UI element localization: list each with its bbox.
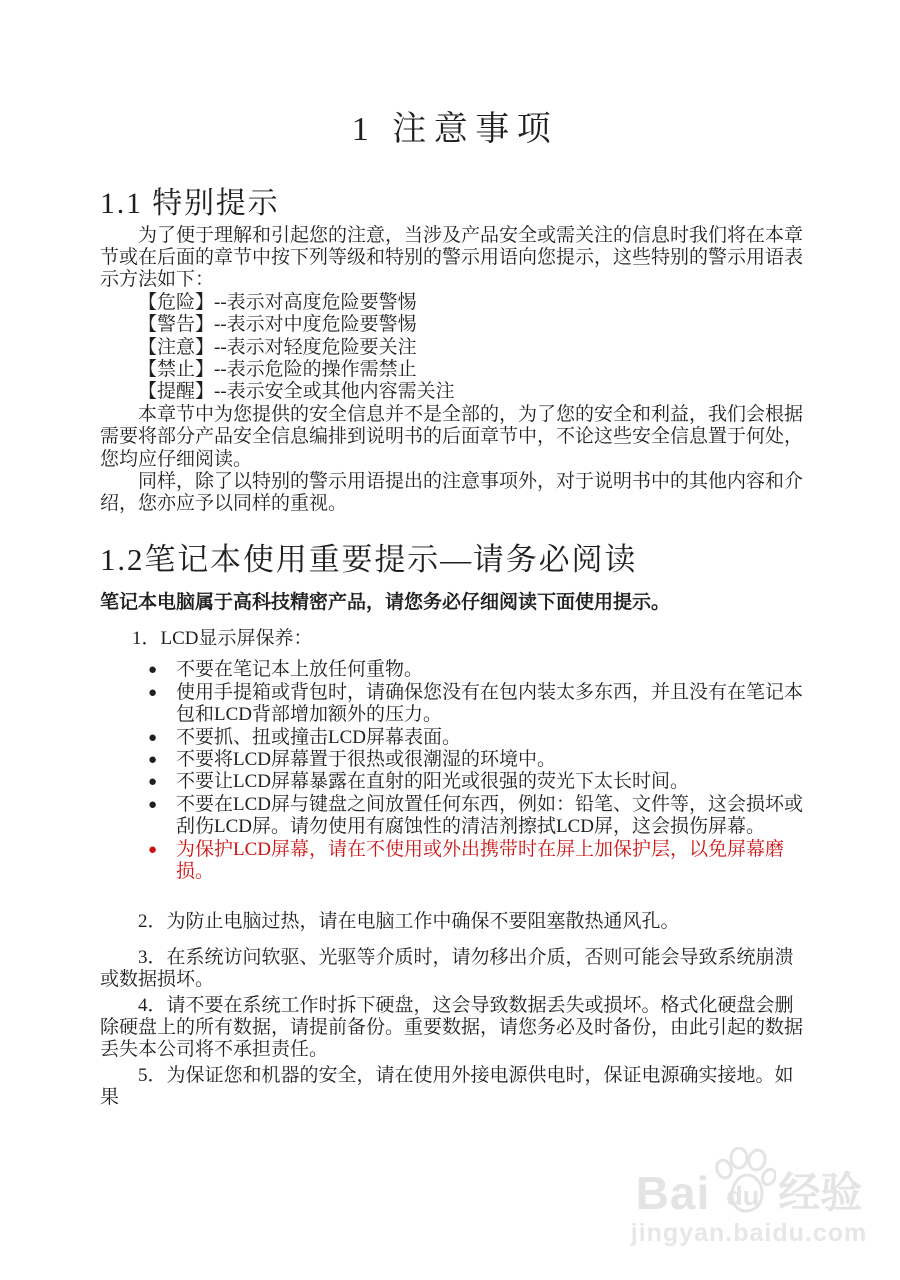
warning-level-item: 【注意】--表示对轻度危险要关注: [138, 336, 417, 358]
list-item-1-label: 1．LCD显示屏保养：: [132, 627, 313, 649]
paragraph: 本章节中为您提供的安全信息并不是全部的，为了您的安全和利益，我们会根据需要将部分产品安全信息编排到说明书的后面章节中，不论这些安全信息置于何处，您均应仔细阅读。: [100, 403, 804, 470]
bullet-icon: ●: [148, 841, 158, 858]
paragraph: 为了便于理解和引起您的注意，当涉及产品安全或需关注的信息时我们将在本章节或在后面的章节中按下列等级和特别的警示用语向您提示，这些特别的警示用语表示方法如下：: [100, 224, 804, 291]
warning-level-item: 【禁止】--表示危险的操作需禁止: [138, 359, 417, 381]
bullet-text: 不要在LCD屏与键盘之间放置任何东西，例如：铅笔、文件等，这会损坏或刮伤LCD屏。请勿使用有腐蚀性的清洁剂擦拭LCD屏，这会损伤屏幕。: [176, 793, 804, 838]
bullet-icon: ●: [148, 662, 158, 679]
bullet-text: 不要抓、扭或撞击LCD屏幕表面。: [176, 726, 462, 748]
warning-level-item: 【警告】--表示对中度危险要警惕: [138, 314, 417, 336]
bullet-text: 使用手提箱或背包时，请确保您没有在包内装太多东西，并且没有在笔记本包和LCD背部增加额外的压力。: [176, 681, 804, 726]
list-item-warning-red: [148, 839, 810, 884]
intro-bold-text: 笔记本电脑属于高科技精密产品，请您务必仔细阅读下面使用提示。: [100, 591, 671, 613]
list-item: [148, 749, 810, 771]
watermark-brand-du: du: [726, 1180, 760, 1211]
watermark-logo: [624, 1147, 874, 1220]
warning-level-item: 【危险】--表示对高度危险要警惕: [138, 291, 417, 313]
page-title: 1 注意事项: [351, 111, 559, 148]
numbered-item: 4．请不要在系统工作时拆下硬盘，这会导致数据丢失或损坏。格式化硬盘会删除硬盘上的所有数据，请提前备份。重要数据，请您务必及时备份，由此引起的数据丢失本公司将不承担责任。: [100, 994, 804, 1061]
section-1-2-heading: 1.2笔记本使用重要提示—请务必阅读: [100, 541, 638, 577]
numbered-item: 5．为保证您和机器的安全，请在使用外接电源供电时，保证电源确实接地。如果: [100, 1064, 794, 1109]
bullet-icon: ●: [148, 729, 158, 746]
list-item: [148, 771, 810, 793]
watermark-url: jingyan.baidu.com: [630, 1218, 868, 1247]
bullet-icon: ●: [148, 751, 158, 768]
watermark-brand-bai: Bai: [635, 1167, 711, 1220]
numbered-item: 2．为防止电脑过热，请在电脑工作中确保不要阻塞散热通风孔。: [138, 911, 680, 933]
paw-icon: [712, 1147, 776, 1215]
list-item: [148, 727, 810, 749]
list-item: [148, 794, 810, 839]
watermark-brand-cn: 经验: [778, 1170, 863, 1217]
list-item: [148, 682, 810, 727]
bullet-icon: ●: [148, 774, 158, 791]
bullet-icon: ●: [148, 684, 158, 701]
lcd-care-bullet-list: [100, 659, 810, 883]
bullet-text: 不要让LCD屏幕暴露在直射的阳光或很强的荧光下太长时间。: [176, 771, 690, 793]
baidu-jingyan-watermark: [624, 1147, 874, 1249]
section-1-1-heading: 1.1 特别提示: [100, 187, 280, 221]
list-item: [148, 659, 810, 681]
warning-level-item: 【提醒】--表示安全或其他内容需关注: [138, 381, 455, 403]
bullet-text: 不要将LCD屏幕置于很热或很潮湿的环境中。: [176, 748, 557, 770]
bullet-icon: ●: [148, 796, 158, 813]
numbered-item: 3．在系统访问软驱、光驱等介质时，请勿移出介质，否则可能会导致系统崩溃或数据损坏。: [100, 946, 794, 991]
page-content: [100, 0, 810, 1110]
bullet-text: 不要在笔记本上放任何重物。: [176, 659, 424, 681]
paragraph: 同样，除了以特别的警示用语提出的注意事项外，对于说明书中的其他内容和介绍，您亦应予以同样的重视。: [100, 471, 804, 515]
bullet-text-red: 为保护LCD屏幕，请在不使用或外出携带时在屏上加保护层，以免屏幕磨损。: [176, 838, 785, 882]
